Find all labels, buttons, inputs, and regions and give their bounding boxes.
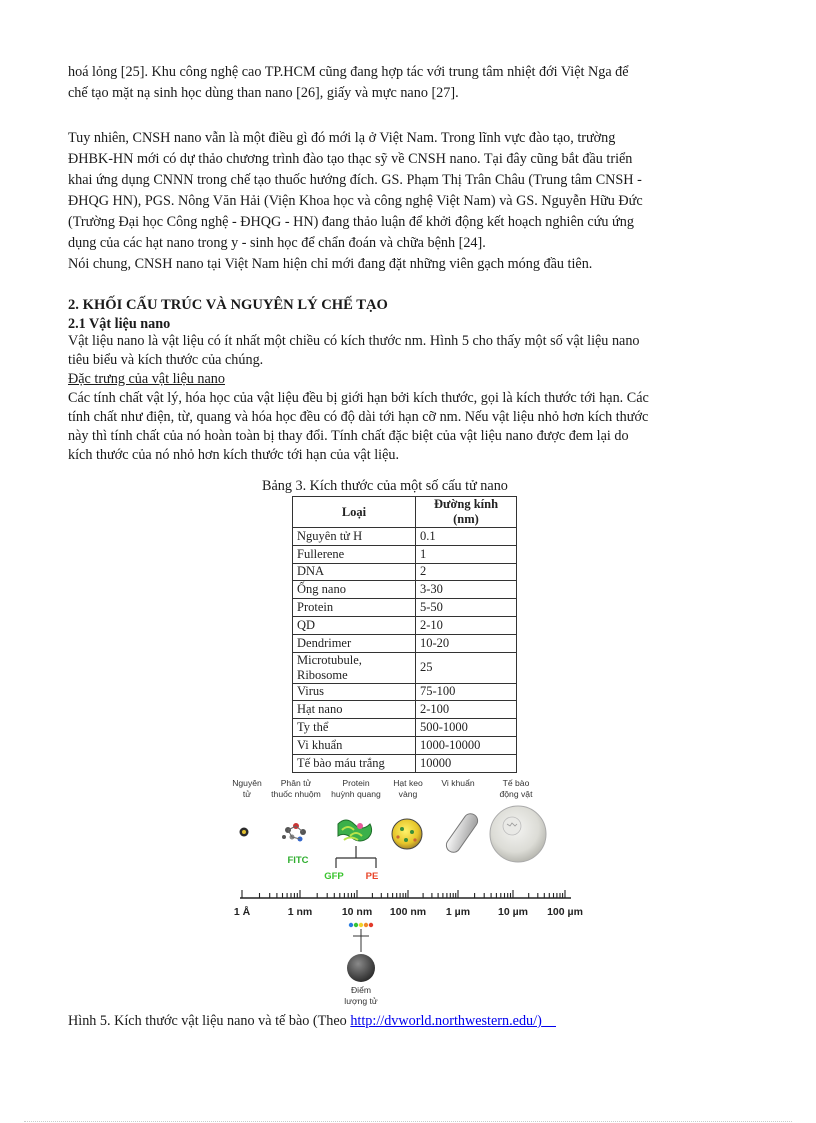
table-cell: 5-50 xyxy=(416,599,517,617)
pe-tag: PE xyxy=(365,871,379,882)
table-row xyxy=(293,652,517,683)
table-row xyxy=(293,599,517,617)
log-scale-bar xyxy=(240,890,571,898)
quantum-dot-colors-icon xyxy=(349,923,373,927)
text-line: hoá lỏng [25]. Khu công nghệ cao TP.HCM cũng đang hợp tác với trung tâm nhiệt đới Việt Nga để xyxy=(68,64,629,80)
label-atom: tử xyxy=(242,789,252,799)
table-cell: 10-20 xyxy=(416,634,517,652)
table-cell: Virus xyxy=(293,683,416,701)
table-cell: 75-100 xyxy=(416,683,517,701)
text-line: (Trường Đại học Công nghệ - ĐHQG - HN) đang thảo luận để khởi động kết hoạch nghiên cứu ứng xyxy=(68,214,634,230)
scale-label: 1 Å xyxy=(233,906,251,918)
table-row xyxy=(293,701,517,719)
table-row xyxy=(293,528,517,546)
intro-paragraph xyxy=(68,62,748,104)
scale-label: 10 µm xyxy=(498,906,528,918)
table-row xyxy=(293,616,517,634)
gfp-tag: GFP xyxy=(324,871,344,882)
label-colloid: vàng xyxy=(398,789,418,799)
page-bottom-rule xyxy=(24,1121,792,1122)
bacteria-icon xyxy=(444,811,481,855)
table-row xyxy=(293,634,517,652)
table-row xyxy=(293,581,517,599)
text-line: dụng của các hạt nano trong y - sinh học để chẩn đoán và chữa bệnh [24]. xyxy=(68,235,486,251)
table-cell: QD xyxy=(293,616,416,634)
table-cell: Ty thể xyxy=(293,719,416,737)
animal-cell-icon xyxy=(490,806,546,862)
table-cell: 2-10 xyxy=(416,616,517,634)
text-line: này thì tính chất của nó hoàn toàn bị thay đổi. Tính chất đặc biệt của vật liệu nano được đem lại do xyxy=(68,428,629,444)
table-cell: 2 xyxy=(416,563,517,581)
table-header-row xyxy=(293,497,517,528)
text-line: tính chất như điện, từ, quang và hóa học đều có độ dài tới hạn cỡ nm. Nếu vật liệu nhỏ hơn kích thước xyxy=(68,409,649,425)
label-protein: Protein xyxy=(342,778,370,788)
scale-label: 100 µm xyxy=(547,906,583,918)
text-line: Tuy nhiên, CNSH nano vẫn là một điều gì đó mới lạ ở Việt Nam. Trong lĩnh vực đào tạo, trường xyxy=(68,130,616,146)
label-qdot: lượng tử xyxy=(344,996,378,1006)
table-cell: 1 xyxy=(416,545,517,563)
gold-colloid-icon xyxy=(392,819,422,849)
nano-material-paragraph xyxy=(68,332,748,465)
table-row xyxy=(293,545,517,563)
table-cell: 1000-10000 xyxy=(416,736,517,754)
scale-label: 1 nm xyxy=(287,906,313,918)
label-colloid: Hạt keo xyxy=(393,778,423,788)
text-line: Các tính chất vật lý, hóa học của vật liệu đều bị giới hạn bởi kích thước, gọi là kích thước tới hạn. Các xyxy=(68,390,649,406)
text-line: chế tạo mặt nạ sinh học dùng than nano [26], giấy và mực nano [27]. xyxy=(68,85,459,101)
table-cell: Microtubule, Ribosome xyxy=(293,652,416,683)
table-row xyxy=(293,719,517,737)
table-cell: Vi khuẩn xyxy=(293,736,416,754)
table-cell: Nguyên tử H xyxy=(293,528,416,546)
figure-caption xyxy=(68,1013,556,1030)
subsection-heading: 2.1 Vật liệu nano xyxy=(68,316,171,332)
table-cell: 2-100 xyxy=(416,701,517,719)
table-cell: Ống nano xyxy=(293,581,416,599)
label-protein: huỳnh quang xyxy=(331,789,381,799)
nano-size-table xyxy=(292,496,517,773)
table-cell: Fullerene xyxy=(293,545,416,563)
text-line: khai ứng dụng CNNN trong chế tạo thuốc hướng đích. GS. Phạm Thị Trân Châu (Trung tâm CNSH - xyxy=(68,172,642,188)
label-dye: Phân tử xyxy=(280,778,312,788)
table-cell: Dendrimer xyxy=(293,634,416,652)
label-atom: Nguyên xyxy=(232,778,262,788)
table-cell: 3-30 xyxy=(416,581,517,599)
dye-molecule-icon xyxy=(282,823,306,842)
text-line: Vật liệu nano là vật liệu có ít nhất một chiều có kích thước nm. Hình 5 cho thấy một số vật liệu nano xyxy=(68,333,640,349)
scale-label: 100 nm xyxy=(389,906,427,918)
text-line: tiêu biểu và kích thước của chúng. xyxy=(68,352,264,368)
table-cell: 10000 xyxy=(416,754,517,772)
table-cell: Hạt nano xyxy=(293,701,416,719)
source-link[interactable]: http://dvworld.northwestern.edu/) xyxy=(350,1013,542,1029)
label-qdot: Điểm xyxy=(350,985,372,995)
table-cell: 25 xyxy=(416,652,517,683)
figure-caption-text: Hình 5. Kích thước vật liệu nano và tế bào (Theo xyxy=(68,1013,351,1029)
underlined-heading: Đặc trưng của vật liệu nano xyxy=(68,371,225,387)
label-cell: động vật xyxy=(499,789,533,799)
label-cell: Tế bào xyxy=(502,778,530,788)
atom-icon xyxy=(240,828,249,837)
fluorescent-protein-icon xyxy=(338,820,372,841)
table-cell: 0.1 xyxy=(416,528,517,546)
table-row xyxy=(293,683,517,701)
table-row xyxy=(293,736,517,754)
fitc-tag: FITC xyxy=(287,855,309,866)
table-row xyxy=(293,563,517,581)
text-line: kích thước của nó nhỏ hơn kích thước tới hạn của vật liệu. xyxy=(68,447,400,463)
vietnam-paragraph xyxy=(68,128,748,275)
table-cell: 500-1000 xyxy=(416,719,517,737)
header-cell: Đường kính (nm) xyxy=(416,497,517,528)
section-heading: 2. KHỐI CẤU TRÚC VÀ NGUYÊN LÝ CHẾ TẠO xyxy=(68,297,388,313)
scale-label: 10 nm xyxy=(341,906,373,918)
quantum-dot-icon xyxy=(347,954,375,982)
text-line: ĐHBK-HN mới có dự thảo chương trình đào tạo thạc sỹ về CNSH nano. Tại đây cũng bắt đầu triển xyxy=(68,151,633,167)
scale-label: 1 µm xyxy=(445,906,471,918)
scale-ticks xyxy=(242,890,565,898)
header-cell: Loại xyxy=(293,497,416,528)
label-bacteria: Vi khuẩn xyxy=(441,778,475,788)
table-cell: Protein xyxy=(293,599,416,617)
text-line: ĐHQG HN), PGS. Nông Văn Hải (Viện Khoa học và công nghệ Việt Nam) và GS. Nguyễn Hữu Đức xyxy=(68,193,643,209)
table-cell: Tế bào máu trắng xyxy=(293,754,416,772)
nano-scale-figure xyxy=(226,774,592,1012)
table-row xyxy=(293,754,517,772)
label-dye: thuốc nhuộm xyxy=(271,789,321,799)
table-cell: DNA xyxy=(293,563,416,581)
text-line: Nói chung, CNSH nano tại Việt Nam hiện chỉ mới đang đặt những viên gạch móng đầu tiên. xyxy=(68,256,593,272)
table-caption: Bảng 3. Kích thước của một số cấu tử nano xyxy=(262,478,508,494)
